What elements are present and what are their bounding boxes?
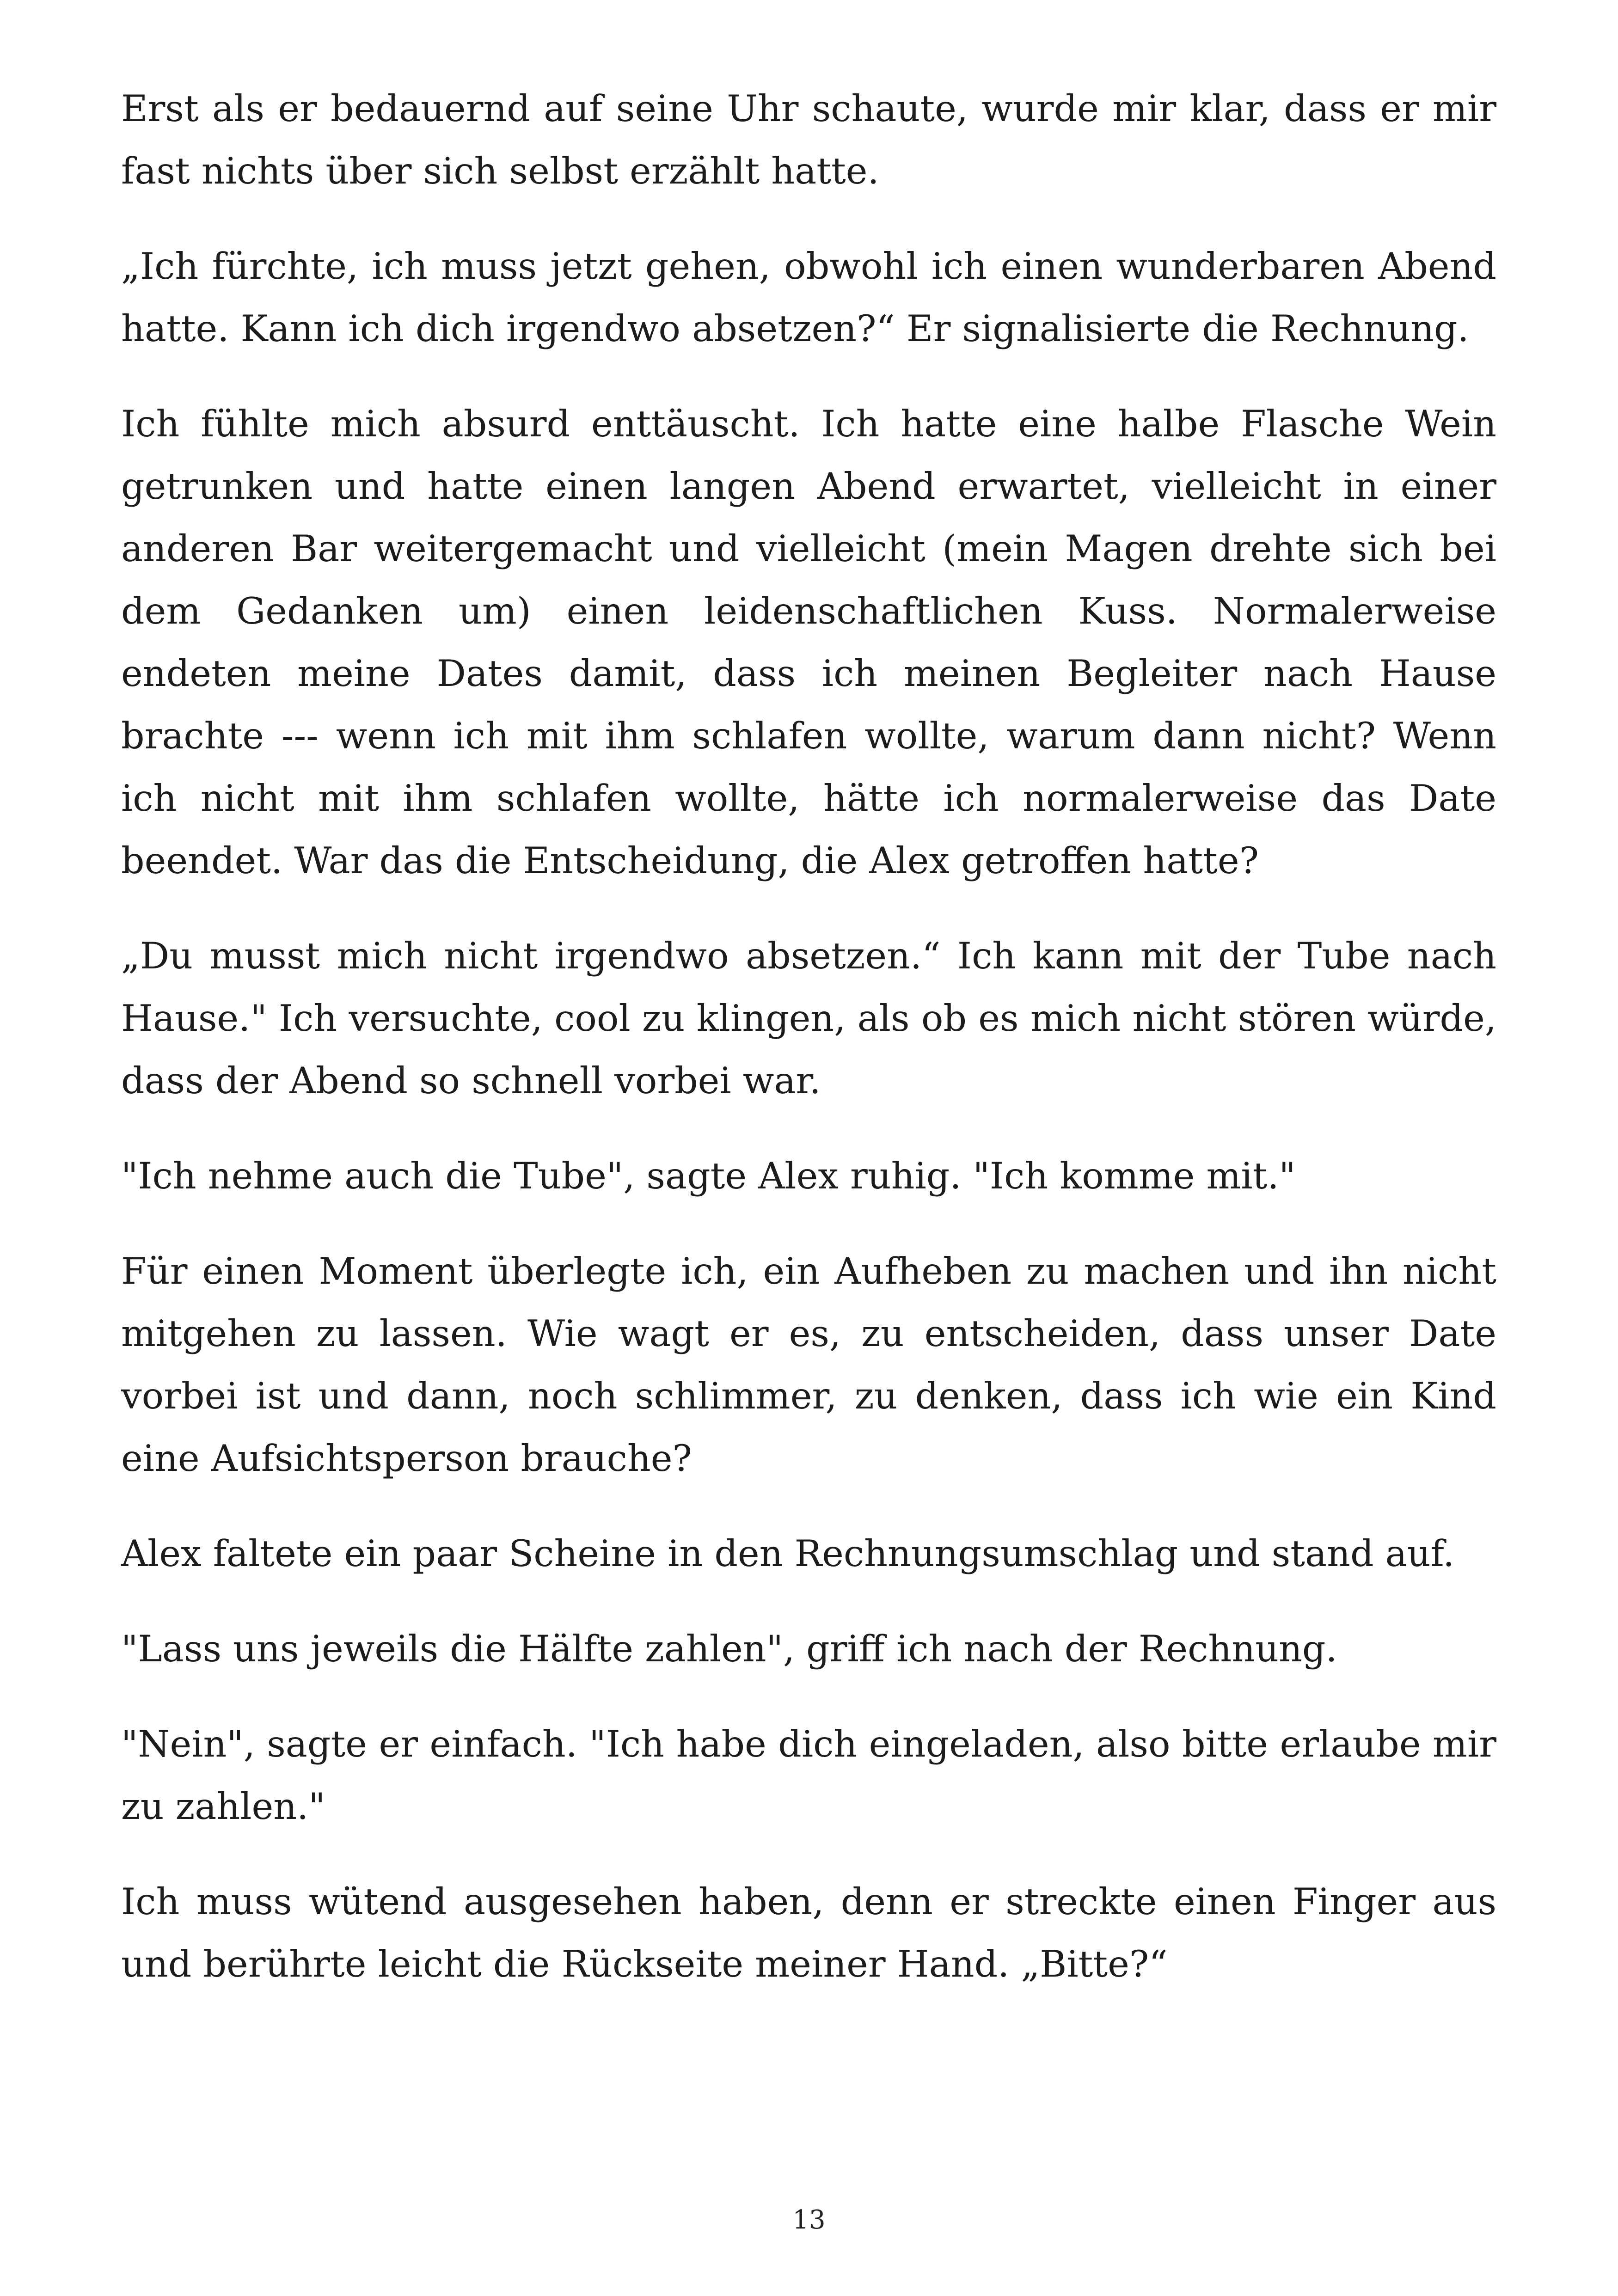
paragraph-5: "Ich nehme auch die Tube", sagte Alex ruhig. "Ich komme mit." (121, 1155, 1296, 1197)
paragraph-7: Alex faltete ein paar Scheine in den Rechnungsumschlag und stand auf. (121, 1532, 1455, 1575)
paragraph-6: Für einen Moment überlegte ich, ein Aufheben zu machen und ihn nicht mitgehen zu lassen. Wie wagt er es, zu entscheiden, dass unser Date vorbei ist und dann, noch schlimmer, zu denken, dass ich wie ein Kind eine Aufsichtsperson brauche? (121, 1250, 1496, 1480)
paragraph-8: "Lass uns jeweils die Hälfte zahlen", griff ich nach der Rechnung. (121, 1628, 1337, 1670)
paragraph-2: „Ich fürchte, ich muss jetzt gehen, obwohl ich einen wunderbaren Abend hatte. Kann ich dich irgendwo absetzen?“ Er signalisierte die Rechnung. (121, 245, 1496, 350)
body-text (121, 78, 1496, 2028)
page-number: 13 (792, 2205, 826, 2235)
paragraph-10: Ich muss wütend ausgesehen haben, denn er streckte einen Finger aus und berührte leicht die Rückseite meiner Hand. „Bitte?“ (121, 1880, 1496, 1985)
paragraph-3: Ich fühlte mich absurd enttäuscht. Ich hatte eine halbe Flasche Wein getrunken und hatte einen langen Abend erwartet, vielleicht in einer anderen Bar weitergemacht und vielleicht (mein Magen drehte sich bei dem Gedanken um) einen leidenschaftlichen Kuss. Normalerweise endeten meine Dates damit, dass ich meinen Begleiter nach Hause brachte --- wenn ich mit ihm schlafen wollte, warum dann nicht? Wenn ich nicht mit ihm schlafen wollte, hätte ich normalerweise das Date beendet. War das die Entscheidung, die Alex getroffen hatte? (121, 403, 1496, 882)
paragraph-9: "Nein", sagte er einfach. "Ich habe dich eingeladen, also bitte erlaube mir zu zahlen." (121, 1723, 1496, 1828)
paragraph-4: „Du musst mich nicht irgendwo absetzen.“ Ich kann mit der Tube nach Hause." Ich versuchte, cool zu klingen, als ob es mich nicht stören würde, dass der Abend so schnell vorbei war. (121, 935, 1496, 1102)
paragraph-1: Erst als er bedauernd auf seine Uhr schaute, wurde mir klar, dass er mir fast nichts über sich selbst erzählt hatte. (121, 87, 1496, 192)
